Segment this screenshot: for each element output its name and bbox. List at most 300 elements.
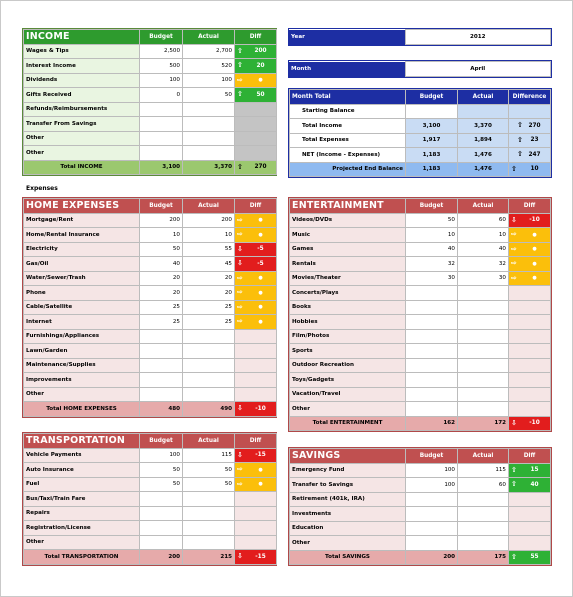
- savings-budget-cell[interactable]: 100: [406, 478, 458, 493]
- table-row: [24, 271, 277, 286]
- home-total-diff-value: -10: [255, 405, 266, 412]
- entertainment-header-row: [290, 199, 551, 214]
- entertainment-budget-cell[interactable]: 40: [406, 242, 458, 257]
- home-row-label: Internet: [24, 315, 140, 330]
- entertainment-diff-cell: [509, 213, 551, 228]
- transportation-diff-cell: [235, 448, 277, 463]
- neutral-dot-icon: ●: [532, 246, 537, 253]
- entertainment-budget-cell[interactable]: [406, 300, 458, 315]
- entertainment-rows: [290, 213, 551, 416]
- arrow-up-icon: ⇧: [517, 150, 523, 158]
- home-diff-cell: [235, 213, 277, 228]
- income-actual-cell[interactable]: [183, 131, 235, 146]
- savings-budget-cell[interactable]: 100: [406, 463, 458, 478]
- entertainment-actual-cell[interactable]: [458, 344, 509, 359]
- home-actual-cell[interactable]: 200: [183, 213, 235, 228]
- transportation-total-label: Total TRANSPORTATION: [24, 550, 140, 565]
- table-row: [24, 73, 277, 88]
- home-row-label: Cable/Satellite: [24, 300, 140, 315]
- savings-row-label: Investments: [290, 507, 406, 522]
- income-total-budget: 3,100: [140, 160, 183, 175]
- entertainment-section: [288, 197, 552, 432]
- income-actual-cell[interactable]: [183, 117, 235, 132]
- home-budget-cell[interactable]: [140, 329, 183, 344]
- table-row: [290, 133, 551, 148]
- transportation-actual-cell[interactable]: [183, 492, 235, 507]
- entertainment-row-label: Music: [290, 228, 406, 243]
- savings-actual-cell[interactable]: 60: [458, 478, 509, 493]
- entertainment-actual-cell[interactable]: [458, 373, 509, 388]
- home-budget-cell[interactable]: [140, 373, 183, 388]
- entertainment-actual-cell[interactable]: 60: [458, 213, 509, 228]
- arrow-up-icon: ⇧: [511, 164, 517, 173]
- savings-row-label: Other: [290, 536, 406, 551]
- month-value[interactable]: April: [405, 62, 551, 77]
- income-actual-cell[interactable]: 2,700: [183, 44, 235, 59]
- neutral-dot-icon: ●: [258, 466, 263, 473]
- summary-row-label: NET (Income - Expenses): [290, 148, 406, 163]
- income-budget-cell[interactable]: [140, 146, 183, 161]
- arrow-right-icon: ⇨: [511, 244, 517, 253]
- table-row: [24, 448, 277, 463]
- entertainment-row-label: Rentals: [290, 257, 406, 272]
- entertainment-actual-cell[interactable]: 32: [458, 257, 509, 272]
- entertainment-row-label: Hobbies: [290, 315, 406, 330]
- entertainment-budget-cell[interactable]: [406, 358, 458, 373]
- table-row: [24, 102, 277, 117]
- home-budget-cell[interactable]: 20: [140, 286, 183, 301]
- home-diff-cell: [235, 300, 277, 315]
- entertainment-budget-cell[interactable]: [406, 402, 458, 417]
- home-actual-cell[interactable]: [183, 329, 235, 344]
- entertainment-diff-cell: [509, 387, 551, 402]
- neutral-dot-icon: ●: [532, 275, 537, 282]
- summary-total-budget: 1,183: [406, 162, 458, 177]
- entertainment-title: ENTERTAINMENT: [290, 199, 406, 214]
- income-row-label: Other: [24, 131, 140, 146]
- entertainment-row-label: Vacation/Travel: [290, 387, 406, 402]
- arrow-right-icon: ⇨: [511, 273, 517, 282]
- neutral-dot-icon: ●: [258, 77, 263, 84]
- transportation-actual-cell[interactable]: [183, 521, 235, 536]
- arrow-down-icon: ⇩: [237, 259, 243, 267]
- income-row-label: Refunds/Reimbursements: [24, 102, 140, 117]
- entertainment-budget-cell[interactable]: 32: [406, 257, 458, 272]
- transportation-actual-cell[interactable]: [183, 506, 235, 521]
- arrow-up-icon: ⇧: [511, 465, 517, 474]
- home-actual-cell[interactable]: 55: [183, 242, 235, 257]
- income-diff-cell: [235, 131, 277, 146]
- home-budget-cell[interactable]: [140, 358, 183, 373]
- savings-total-label: Total SAVINGS: [290, 550, 406, 565]
- table-row: [290, 521, 551, 536]
- home-header-row: [24, 199, 277, 214]
- transportation-budget-cell[interactable]: 50: [140, 463, 183, 478]
- summary-diff-cell: [509, 104, 551, 119]
- table-row: [290, 478, 551, 493]
- arrow-down-icon: ⇩: [511, 215, 517, 224]
- entertainment-col-actual: Actual: [458, 199, 509, 214]
- arrow-up-icon: ⇧: [517, 121, 523, 129]
- home-budget-cell[interactable]: 20: [140, 271, 183, 286]
- home-budget-cell[interactable]: [140, 344, 183, 359]
- income-actual-cell[interactable]: 520: [183, 59, 235, 74]
- arrow-right-icon: ⇨: [237, 288, 243, 296]
- neutral-dot-icon: ●: [258, 289, 263, 296]
- savings-budget-cell[interactable]: [406, 521, 458, 536]
- entertainment-actual-cell[interactable]: 30: [458, 271, 509, 286]
- income-actual-cell[interactable]: 50: [183, 88, 235, 103]
- income-col-diff: Diff: [235, 30, 277, 45]
- income-budget-cell[interactable]: 100: [140, 73, 183, 88]
- home-actual-cell[interactable]: [183, 344, 235, 359]
- savings-actual-cell[interactable]: [458, 507, 509, 522]
- arrow-down-icon: ⇩: [237, 552, 243, 560]
- entertainment-row-label: Outdoor Recreation: [290, 358, 406, 373]
- savings-budget-cell[interactable]: [406, 492, 458, 507]
- home-actual-cell[interactable]: 25: [183, 300, 235, 315]
- income-budget-cell[interactable]: [140, 131, 183, 146]
- income-budget-cell[interactable]: 2,500: [140, 44, 183, 59]
- income-actual-cell[interactable]: [183, 146, 235, 161]
- year-label: Year: [289, 30, 405, 45]
- entertainment-col-budget: Budget: [406, 199, 458, 214]
- neutral-dot-icon: ●: [258, 275, 263, 282]
- transportation-budget-cell[interactable]: [140, 492, 183, 507]
- income-total-row: [24, 160, 277, 175]
- entertainment-diff-cell: [509, 358, 551, 373]
- transportation-header-row: [24, 434, 277, 449]
- home-total-label: Total HOME EXPENSES: [24, 402, 140, 417]
- savings-actual-cell[interactable]: 115: [458, 463, 509, 478]
- savings-row-label: Education: [290, 521, 406, 536]
- home-budget-cell[interactable]: 25: [140, 300, 183, 315]
- summary-col-actual: Actual: [458, 90, 509, 105]
- income-header-row: [24, 30, 277, 45]
- home-actual-cell[interactable]: [183, 387, 235, 402]
- entertainment-budget-cell[interactable]: [406, 373, 458, 388]
- home-actual-cell[interactable]: [183, 373, 235, 388]
- home-table: [23, 198, 277, 417]
- summary-budget-cell[interactable]: [406, 104, 458, 119]
- entertainment-budget-cell[interactable]: 30: [406, 271, 458, 286]
- savings-diff-cell: [509, 536, 551, 551]
- summary-diff-value: 270: [528, 122, 541, 129]
- transportation-total-row: [24, 550, 277, 565]
- entertainment-budget-cell[interactable]: [406, 315, 458, 330]
- entertainment-budget-cell[interactable]: 10: [406, 228, 458, 243]
- entertainment-diff-cell: [509, 257, 551, 272]
- summary-actual-cell[interactable]: [458, 104, 509, 119]
- entertainment-row-label: Movies/Theater: [290, 271, 406, 286]
- home-budget-cell[interactable]: [140, 387, 183, 402]
- entertainment-total-budget: 162: [406, 416, 458, 431]
- table-row: [24, 59, 277, 74]
- savings-total-budget: 200: [406, 550, 458, 565]
- entertainment-total-diff-value: -10: [529, 420, 540, 427]
- entertainment-budget-cell[interactable]: [406, 329, 458, 344]
- savings-budget-cell[interactable]: [406, 507, 458, 522]
- transportation-budget-cell[interactable]: [140, 521, 183, 536]
- transportation-diff-cell: [235, 463, 277, 478]
- entertainment-actual-cell[interactable]: [458, 315, 509, 330]
- income-row-label: Transfer From Savings: [24, 117, 140, 132]
- transportation-actual-cell[interactable]: 50: [183, 463, 235, 478]
- arrow-right-icon: ⇨: [237, 479, 243, 488]
- arrow-down-icon: ⇩: [511, 418, 517, 427]
- summary-diff-value: 23: [530, 137, 539, 144]
- table-row: [290, 242, 551, 257]
- table-row: [290, 148, 551, 163]
- table-row: [24, 146, 277, 161]
- transportation-actual-cell[interactable]: 50: [183, 477, 235, 492]
- summary-col-budget: Budget: [406, 90, 458, 105]
- transportation-row-label: Vehicle Payments: [24, 448, 140, 463]
- arrow-down-icon: ⇩: [237, 404, 243, 412]
- arrow-up-icon: ⇧: [511, 480, 517, 488]
- transportation-budget-cell[interactable]: 100: [140, 448, 183, 463]
- home-budget-cell[interactable]: 25: [140, 315, 183, 330]
- home-title: HOME EXPENSES: [24, 199, 140, 214]
- entertainment-actual-cell[interactable]: [458, 402, 509, 417]
- home-actual-cell[interactable]: 20: [183, 271, 235, 286]
- transportation-diff-cell: [235, 535, 277, 550]
- home-budget-cell[interactable]: 200: [140, 213, 183, 228]
- summary-budget-cell: 3,100: [406, 119, 458, 134]
- summary-row-label: Starting Balance: [290, 104, 406, 119]
- summary-title: Month Total: [290, 90, 406, 105]
- home-col-actual: Actual: [183, 199, 235, 214]
- arrow-up-icon: ⇧: [237, 61, 243, 69]
- income-budget-cell[interactable]: 500: [140, 59, 183, 74]
- home-diff-cell: [235, 242, 277, 257]
- income-diff-cell: [235, 88, 277, 103]
- table-row: [290, 315, 551, 330]
- arrow-right-icon: ⇨: [237, 302, 243, 311]
- entertainment-diff-cell: [509, 373, 551, 388]
- income-diff-cell: [235, 73, 277, 88]
- home-total-row: [24, 402, 277, 417]
- home-actual-cell[interactable]: 45: [183, 257, 235, 272]
- income-diff-cell: [235, 146, 277, 161]
- savings-table: [289, 448, 551, 565]
- year-box: [288, 28, 552, 46]
- summary-total-label: Projected End Balance: [290, 162, 406, 177]
- home-total-actual: 490: [183, 402, 235, 417]
- transportation-diff-cell: [235, 492, 277, 507]
- income-title: INCOME: [24, 30, 140, 45]
- entertainment-diff-cell: [509, 329, 551, 344]
- entertainment-budget-cell[interactable]: [406, 387, 458, 402]
- arrow-right-icon: ⇨: [237, 75, 243, 84]
- transportation-col-diff: Diff: [235, 434, 277, 449]
- entertainment-diff-cell: [509, 286, 551, 301]
- entertainment-row-label: Videos/DVDs: [290, 213, 406, 228]
- savings-diff-cell: [509, 478, 551, 493]
- home-row-label: Furnishings/Appliances: [24, 329, 140, 344]
- entertainment-actual-cell[interactable]: [458, 358, 509, 373]
- income-total-diff-value: 270: [254, 164, 267, 171]
- table-row: [290, 286, 551, 301]
- table-row: [24, 463, 277, 478]
- arrow-right-icon: ⇨: [511, 230, 517, 238]
- entertainment-actual-cell[interactable]: [458, 387, 509, 402]
- income-row-label: Dividends: [24, 73, 140, 88]
- transportation-budget-cell[interactable]: [140, 535, 183, 550]
- expenses-label: Expenses: [26, 185, 58, 192]
- transportation-row-label: Bus/Taxi/Train Fare: [24, 492, 140, 507]
- transportation-col-budget: Budget: [140, 434, 183, 449]
- arrow-right-icon: ⇨: [237, 230, 243, 238]
- table-row: [290, 119, 551, 134]
- income-budget-cell[interactable]: [140, 117, 183, 132]
- entertainment-budget-cell[interactable]: [406, 286, 458, 301]
- income-col-actual: Actual: [183, 30, 235, 45]
- transportation-actual-cell[interactable]: [183, 535, 235, 550]
- table-row: [290, 257, 551, 272]
- arrow-right-icon: ⇨: [237, 465, 243, 473]
- entertainment-actual-cell[interactable]: [458, 329, 509, 344]
- income-diff-cell: [235, 102, 277, 117]
- home-row-label: Gas/Oil: [24, 257, 140, 272]
- income-actual-cell[interactable]: [183, 102, 235, 117]
- home-actual-cell[interactable]: 10: [183, 228, 235, 243]
- table-row: [290, 344, 551, 359]
- transportation-budget-cell[interactable]: [140, 506, 183, 521]
- table-row: [24, 88, 277, 103]
- transportation-col-actual: Actual: [183, 434, 235, 449]
- transportation-total-budget: 200: [140, 550, 183, 565]
- income-budget-cell[interactable]: 0: [140, 88, 183, 103]
- table-row: [24, 117, 277, 132]
- table-row: [24, 228, 277, 243]
- home-budget-cell[interactable]: 10: [140, 228, 183, 243]
- home-actual-cell[interactable]: [183, 358, 235, 373]
- table-row: [24, 131, 277, 146]
- income-budget-cell[interactable]: [140, 102, 183, 117]
- home-rows: [24, 213, 277, 402]
- transportation-row-label: Auto Insurance: [24, 463, 140, 478]
- summary-total-diff-value: 10: [530, 166, 539, 173]
- income-diff-value: 50: [256, 91, 265, 98]
- arrow-up-icon: ⇧: [237, 46, 243, 55]
- arrow-up-icon: ⇧: [511, 552, 517, 561]
- table-row: [24, 213, 277, 228]
- arrow-right-icon: ⇨: [237, 317, 243, 325]
- table-row: [290, 536, 551, 551]
- year-value[interactable]: 2012: [405, 30, 551, 45]
- entertainment-col-diff: Diff: [509, 199, 551, 214]
- home-row-label: Maintenance/Supplies: [24, 358, 140, 373]
- home-actual-cell[interactable]: 25: [183, 315, 235, 330]
- income-total-actual: 3,370: [183, 160, 235, 175]
- table-row: [290, 387, 551, 402]
- entertainment-diff-cell: [509, 242, 551, 257]
- savings-actual-cell[interactable]: [458, 492, 509, 507]
- table-row: [24, 315, 277, 330]
- savings-col-actual: Actual: [458, 449, 509, 464]
- table-row: [24, 344, 277, 359]
- income-col-budget: Budget: [140, 30, 183, 45]
- home-diff-cell: [235, 373, 277, 388]
- savings-budget-cell[interactable]: [406, 536, 458, 551]
- table-row: [290, 271, 551, 286]
- entertainment-total-actual: 172: [458, 416, 509, 431]
- home-row-label: Lawn/Garden: [24, 344, 140, 359]
- transportation-section: [22, 432, 277, 566]
- entertainment-budget-cell[interactable]: 50: [406, 213, 458, 228]
- summary-actual-cell: 1,476: [458, 148, 509, 163]
- summary-row-label: Total Income: [290, 119, 406, 134]
- table-row: [24, 477, 277, 492]
- entertainment-actual-cell[interactable]: [458, 300, 509, 315]
- income-row-label: Interest Income: [24, 59, 140, 74]
- entertainment-row-label: Other: [290, 402, 406, 417]
- entertainment-budget-cell[interactable]: [406, 344, 458, 359]
- summary-total-diff: [509, 162, 551, 177]
- entertainment-table: [289, 198, 551, 431]
- entertainment-actual-cell[interactable]: 40: [458, 242, 509, 257]
- table-row: [290, 213, 551, 228]
- entertainment-diff-cell: [509, 271, 551, 286]
- entertainment-diff-cell: [509, 300, 551, 315]
- summary-diff-cell: [509, 133, 551, 148]
- home-budget-cell[interactable]: 40: [140, 257, 183, 272]
- home-diff-cell: [235, 315, 277, 330]
- table-row: [290, 463, 551, 478]
- summary-section: [288, 88, 552, 178]
- arrow-up-icon: ⇧: [517, 135, 523, 144]
- home-diff-value: -5: [257, 246, 264, 253]
- transportation-diff-cell: [235, 521, 277, 536]
- home-expenses-section: [22, 197, 277, 418]
- home-budget-cell[interactable]: 50: [140, 242, 183, 257]
- table-row: [24, 535, 277, 550]
- home-row-label: Other: [24, 387, 140, 402]
- transportation-actual-cell[interactable]: 115: [183, 448, 235, 463]
- savings-row-label: Transfer to Savings: [290, 478, 406, 493]
- savings-row-label: Emergency Fund: [290, 463, 406, 478]
- entertainment-actual-cell[interactable]: 10: [458, 228, 509, 243]
- neutral-dot-icon: ●: [258, 217, 263, 224]
- home-diff-cell: [235, 344, 277, 359]
- table-row: [290, 329, 551, 344]
- savings-diff-cell: [509, 492, 551, 507]
- entertainment-actual-cell[interactable]: [458, 286, 509, 301]
- income-table: [23, 29, 277, 175]
- savings-diff-value: 40: [530, 481, 539, 488]
- income-diff-value: 20: [256, 62, 265, 69]
- table-row: [24, 492, 277, 507]
- income-actual-cell[interactable]: 100: [183, 73, 235, 88]
- home-col-budget: Budget: [140, 199, 183, 214]
- summary-rows: [290, 104, 551, 162]
- income-total-label: Total INCOME: [24, 160, 140, 175]
- table-row: [290, 228, 551, 243]
- savings-actual-cell[interactable]: [458, 536, 509, 551]
- entertainment-row-label: Concerts/Plays: [290, 286, 406, 301]
- income-row-label: Gifts Received: [24, 88, 140, 103]
- arrow-right-icon: ⇨: [511, 259, 517, 267]
- transportation-budget-cell[interactable]: 50: [140, 477, 183, 492]
- income-total-diff: [235, 160, 277, 175]
- home-actual-cell[interactable]: 20: [183, 286, 235, 301]
- home-diff-cell: [235, 329, 277, 344]
- summary-budget-cell: 1,183: [406, 148, 458, 163]
- savings-col-diff: Diff: [509, 449, 551, 464]
- neutral-dot-icon: ●: [258, 318, 263, 325]
- savings-actual-cell[interactable]: [458, 521, 509, 536]
